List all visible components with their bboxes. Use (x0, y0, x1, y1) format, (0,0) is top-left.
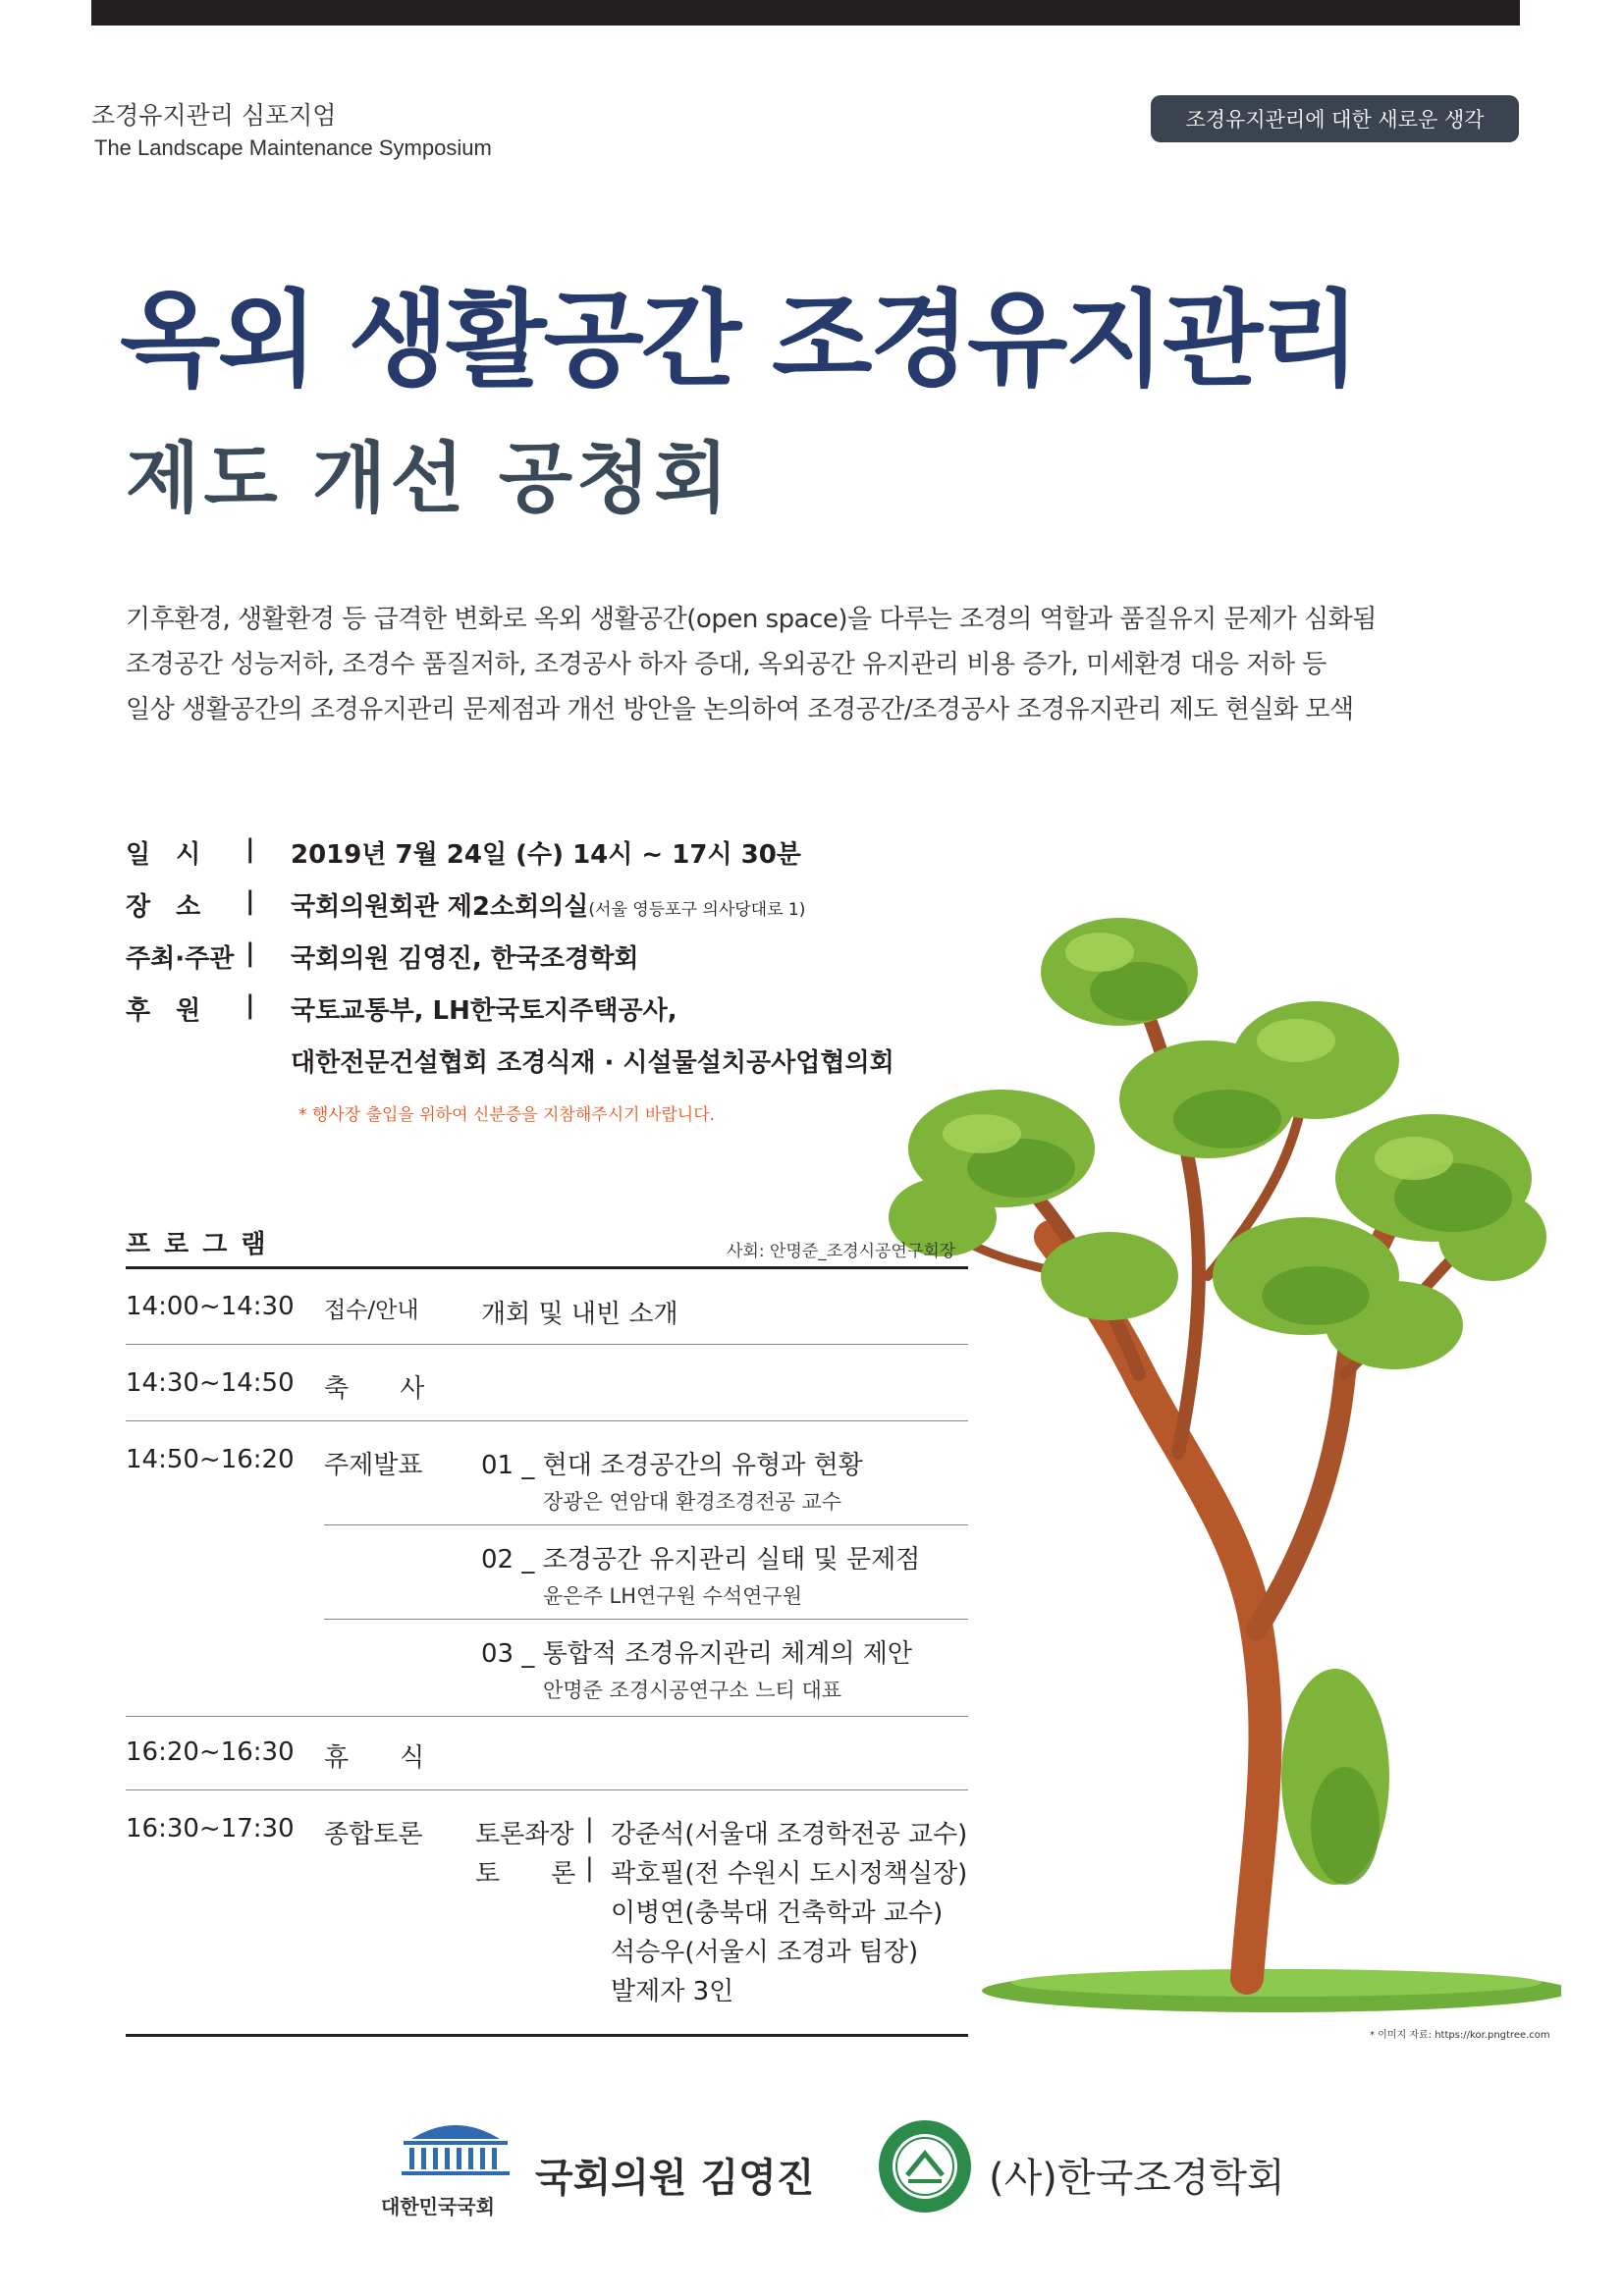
program-title: 프로그램 (126, 1230, 280, 1259)
schedule-category: 휴 식 (324, 1743, 425, 1773)
presentation-title: 01 _ 현대 조경공간의 유형과 현황 (481, 1451, 863, 1480)
divider (126, 1420, 968, 1421)
separator: | (585, 1853, 594, 1883)
place-address: (서울 영등포구 의사당대로 1) (588, 900, 806, 920)
discussion-chair-label: 토론좌장 (475, 1820, 574, 1849)
divider (126, 2034, 968, 2037)
panelist: 발제자 3인 (611, 1977, 734, 2006)
panelist: 석승우(서울시 조경과 팀장) (611, 1938, 919, 1967)
tree-illustration (884, 864, 1561, 2012)
symposium-title-en: The Landscape Maintenance Symposium (94, 135, 492, 160)
top-bar (91, 0, 1520, 26)
schedule-time: 14:50~16:20 (126, 1445, 295, 1474)
separator: | (585, 1814, 594, 1843)
assembly-member-name: 국회의원 김영진 (535, 2156, 815, 2201)
presentation-speaker: 장광은 연암대 환경조경전공 교수 (543, 1490, 842, 1514)
divider (324, 1619, 968, 1620)
presentation-title: 03 _ 통합적 조경유지관리 체계의 제안 (481, 1639, 913, 1669)
sub-title: 제도 개선 공청회 (126, 435, 732, 523)
sponsor-label: 후 원 (126, 996, 201, 1026)
image-credit: * 이미지 자료: https://kor.pngtree.com (1370, 2030, 1550, 2041)
place-value (291, 886, 805, 923)
presentation-title: 02 _ 조경공간 유지관리 실태 및 문제점 (481, 1545, 921, 1575)
divider (126, 1266, 968, 1269)
schedule-time: 14:00~14:30 (126, 1292, 295, 1321)
schedule-time: 14:30~14:50 (126, 1368, 295, 1398)
intro-line: 기후환경, 생활환경 등 급격한 변화로 옥외 생활공간(open space)을 다루는 조경의 역할과 품질유지 문제가 심화됨 (126, 605, 1377, 634)
sponsor-value-2: 대한전문건설협회 조경식재 · 시설물설치공사업협의회 (291, 1048, 894, 1078)
separator: | (245, 834, 255, 864)
divider (324, 1524, 968, 1525)
main-title: 옥외 생활공간 조경유지관리 (120, 280, 1358, 400)
divider (126, 1716, 968, 1717)
schedule-category: 축 사 (324, 1374, 425, 1404)
schedule-category: 접수/안내 (324, 1298, 419, 1323)
panelist: 곽호필(전 수원시 도시정책실장) (611, 1859, 968, 1889)
society-name: (사)한국조경학회 (989, 2156, 1285, 2201)
schedule-time: 16:20~16:30 (126, 1737, 295, 1767)
discussion-panel-label: 토 론 (475, 1859, 576, 1889)
divider (126, 1789, 968, 1790)
panelist: 이병연(충북대 건축학과 교수) (611, 1898, 944, 1928)
separator: | (245, 938, 255, 968)
host-label: 주최·주관 (126, 944, 235, 974)
id-notice: * 행사장 출입을 위하여 신분증을 지참해주시기 바랍니다. (298, 1105, 716, 1125)
discussion-chair: 강준석(서울대 조경학전공 교수) (611, 1820, 968, 1849)
presentation-speaker: 윤은주 LH연구원 수석연구원 (543, 1584, 802, 1608)
program-mc: 사회: 안명준_조경시공연구회장 (727, 1242, 956, 1261)
divider (126, 1344, 968, 1345)
schedule-category: 종합토론 (324, 1820, 423, 1849)
separator: | (245, 990, 255, 1020)
intro-line: 조경공간 성능저하, 조경수 품질저하, 조경공사 하자 증대, 옥외공간 유지관리 비용 증가, 미세환경 대응 저하 등 (126, 650, 1326, 679)
date-label: 일 시 (126, 840, 201, 870)
schedule-category: 주제발표 (324, 1451, 423, 1480)
intro-line: 일상 생활공간의 조경유지관리 문제점과 개선 방안을 논의하여 조경공간/조경공사 조경유지관리 제도 현실화 모색 (126, 695, 1354, 724)
host-value: 국회의원 김영진, 한국조경학회 (291, 944, 639, 974)
schedule-content: 개회 및 내빈 소개 (481, 1300, 678, 1329)
presentation-speaker: 안명준 조경시공연구소 느티 대표 (543, 1679, 842, 1702)
korean-institute-landscape-logo (877, 2118, 973, 2215)
schedule-time: 16:30~17:30 (126, 1814, 295, 1843)
national-assembly-logo (398, 2117, 514, 2196)
place-name: 국회의원회관 제2소회의실 (291, 892, 589, 922)
symposium-title-ko: 조경유지관리 심포지엄 (91, 101, 337, 130)
assembly-logo-text: 대한민국국회 (381, 2195, 495, 2218)
place-label: 장 소 (126, 892, 201, 922)
theme-badge: 조경유지관리에 대한 새로운 생각 (1151, 95, 1519, 142)
date-value: 2019년 7월 24일 (수) 14시 ~ 17시 30분 (291, 840, 801, 870)
sponsor-value-1: 국토교통부, LH한국토지주택공사, (291, 996, 677, 1026)
separator: | (245, 886, 255, 916)
